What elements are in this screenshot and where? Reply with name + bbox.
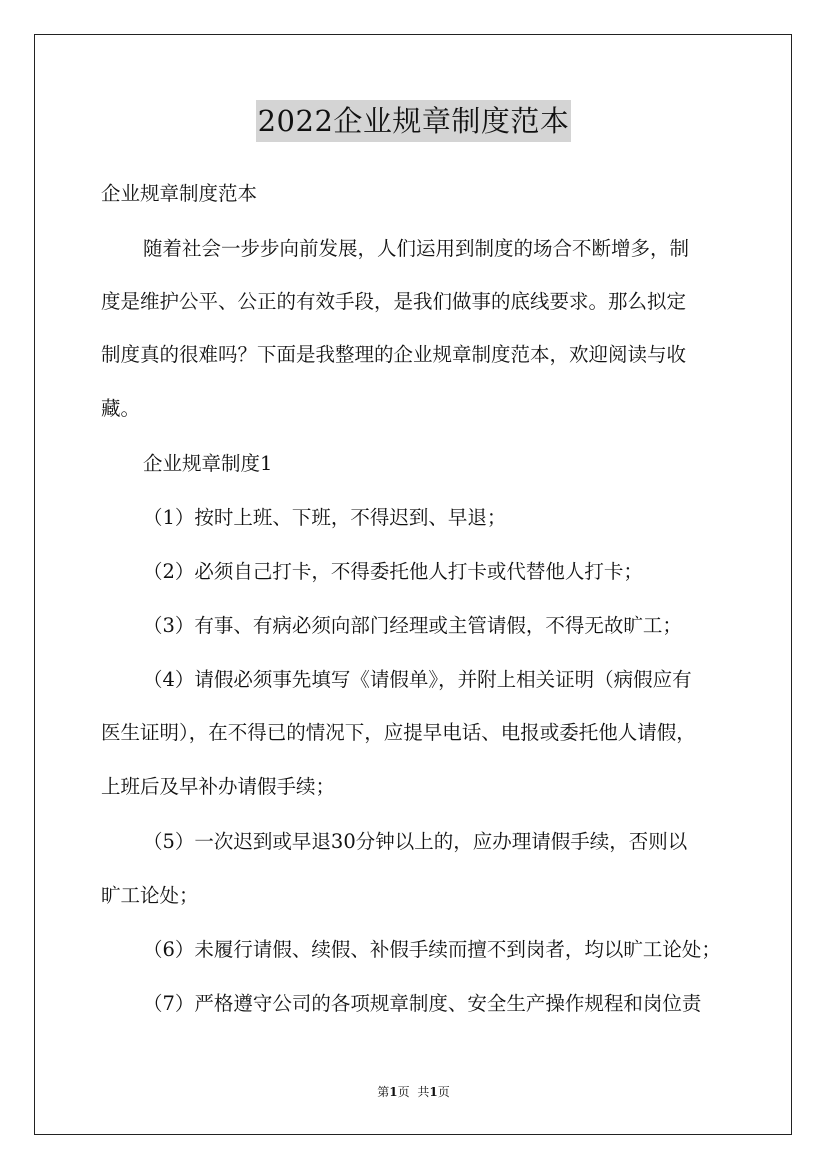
subsection-heading: 企业规章制度1 bbox=[143, 452, 273, 475]
total-label: 页 bbox=[437, 1085, 450, 1099]
list-item: （7）严格遵守公司的各项规章制度、安全生产操作规程和岗位责 bbox=[143, 992, 702, 1015]
document-title: 2022企业规章制度范本 bbox=[256, 100, 572, 142]
list-item: （1）按时上班、下班，不得迟到、早退； bbox=[143, 506, 507, 529]
total-number: 1 bbox=[429, 1085, 438, 1099]
list-item: （6）未履行请假、续假、补假手续而擅不到岗者，均以旷工论处； bbox=[143, 938, 721, 961]
list-item: （2）必须自己打卡，不得委托他人打卡或代替他人打卡； bbox=[143, 560, 643, 583]
list-item-continuation: 医生证明），在不得已的情况下，应提早电话、电报或委托他人请假， bbox=[101, 721, 696, 744]
list-item: （3）有事、有病必须向部门经理或主管请假，不得无故旷工； bbox=[143, 614, 682, 637]
title-container bbox=[0, 100, 827, 142]
list-item: （4）请假必须事先填写《请假单》，并附上相关证明（病假应有 bbox=[143, 668, 692, 691]
paragraph-line: 随着社会一步步向前发展，人们运用到制度的场合不断增多，制 bbox=[143, 237, 690, 260]
section-heading: 企业规章制度范本 bbox=[101, 182, 258, 205]
paragraph-line: 制度真的很难吗？下面是我整理的企业规章制度范本，欢迎阅读与收 bbox=[101, 343, 687, 366]
list-item-continuation: 旷工论处； bbox=[101, 884, 199, 907]
list-item-continuation: 上班后及早补办请假手续； bbox=[101, 775, 336, 798]
total-prefix: 共 bbox=[417, 1085, 430, 1099]
page-label: 页 bbox=[397, 1085, 410, 1099]
page-prefix: 第 bbox=[377, 1085, 390, 1099]
page-number: 1 bbox=[389, 1085, 398, 1099]
paragraph-line: 藏。 bbox=[101, 397, 141, 420]
page-footer bbox=[0, 1084, 827, 1100]
paragraph-line: 度是维护公平、公正的有效手段，是我们做事的底线要求。那么拟定 bbox=[101, 290, 687, 313]
list-item: （5）一次迟到或早退30分钟以上的，应办理请假手续，否则以 bbox=[143, 830, 688, 853]
